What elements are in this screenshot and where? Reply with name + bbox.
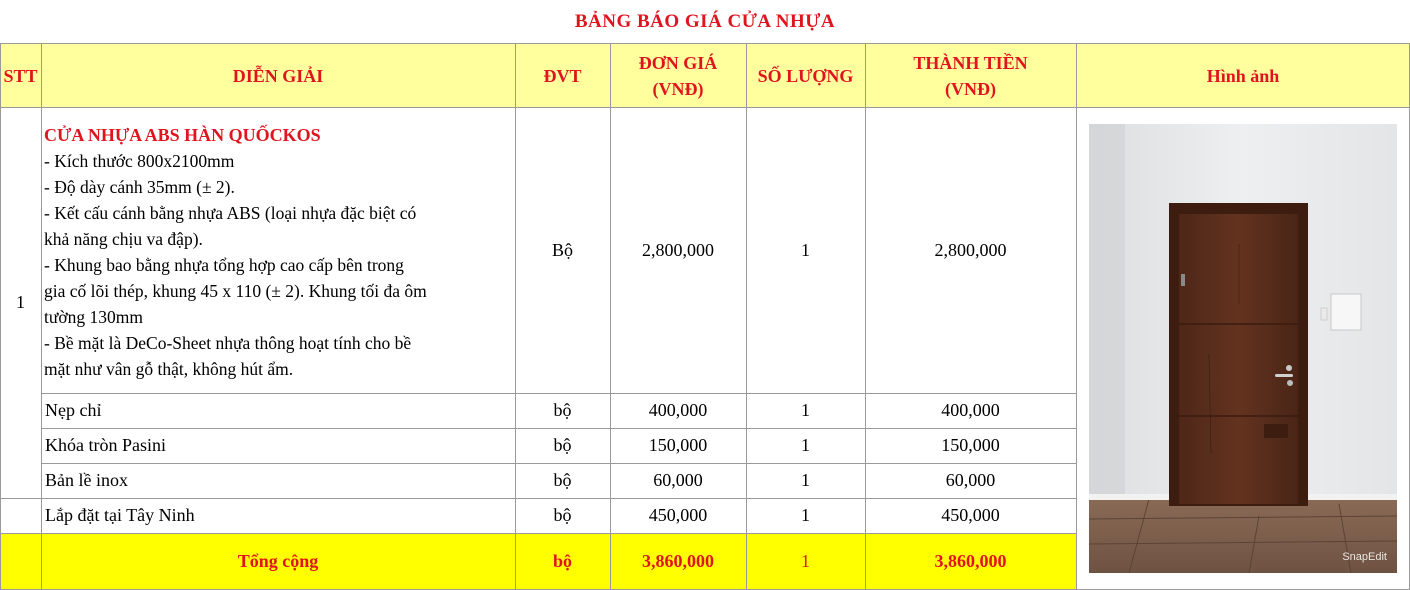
total-unit: bộ (552, 551, 572, 571)
header-unit-label: ĐVT (543, 65, 582, 86)
header-amount-label: THÀNH TIỀN (913, 52, 1028, 73)
header-qty (746, 44, 865, 107)
header-amount (865, 44, 1076, 107)
desc-line: - Kích thước 800x2100mm (44, 151, 235, 171)
header-price-label: ĐƠN GIÁ (638, 52, 718, 73)
desc-line: mặt như vân gỗ thật, không hút ẩm. (44, 359, 294, 379)
grid-line (0, 498, 1076, 499)
header-image (1076, 44, 1410, 107)
item-qty: 1 (801, 400, 810, 420)
grid-line (0, 43, 1, 590)
grid-line (41, 428, 1076, 429)
main-item-name: CỬA NHỰA ABS HÀN QUỐCKOS (44, 125, 321, 145)
item-desc: Khóa tròn Pasini (45, 435, 166, 455)
item-qty: 1 (801, 505, 810, 525)
door-photo (1089, 124, 1397, 573)
grid-line (515, 43, 516, 590)
header-image-label: Hình ảnh (1206, 65, 1280, 86)
desc-line: gia cố lõi thép, khung 45 x 110 (± 2). Khung tối đa ôm (44, 281, 427, 301)
main-item-price: 2,800,000 (642, 239, 714, 260)
item-price: 60,000 (653, 470, 703, 490)
grid-line (0, 43, 1410, 44)
desc-line: - Kết cấu cánh bằng nhựa ABS (loại nhựa đặc biệt có (44, 203, 417, 223)
total-qty: 1 (801, 551, 810, 571)
row-stt: 1 (16, 292, 25, 312)
header-unit (515, 44, 610, 107)
item-desc: Nẹp chỉ (45, 400, 102, 420)
grid-line (1076, 43, 1077, 590)
total-label-cell (41, 533, 515, 590)
item-unit: bộ (553, 470, 572, 490)
total-amount-cell (865, 533, 1076, 590)
item-amount: 400,000 (941, 400, 1000, 420)
header-stt-label: STT (3, 65, 38, 86)
header-amount-unit: (VNĐ) (945, 78, 996, 99)
desc-line: - Độ dày cánh 35mm (± 2). (44, 177, 235, 197)
item-desc: Bản lề inox (45, 470, 128, 490)
grid-line (610, 43, 611, 590)
grid-line (41, 463, 1076, 464)
main-item-qty: 1 (801, 239, 810, 260)
header-desc-label: DIỄN GIẢI (232, 65, 324, 86)
item-price: 450,000 (648, 505, 708, 525)
total-unit-cell (515, 533, 610, 590)
grid-line (41, 43, 42, 590)
item-amount: 150,000 (941, 435, 1000, 455)
desc-line: khả năng chịu va đập). (44, 229, 203, 249)
grid-line (746, 43, 747, 590)
photo-watermark: SnapEdit (1342, 551, 1387, 563)
item-unit: bộ (553, 400, 572, 420)
item-amount: 60,000 (945, 470, 996, 490)
main-item-unit: Bộ (551, 239, 573, 260)
main-item-amount: 2,800,000 (934, 239, 1007, 260)
total-price-cell (610, 533, 746, 590)
item-amount: 450,000 (941, 505, 1000, 525)
header-qty-label: SỐ LƯỢNG (757, 65, 854, 86)
grid-line (0, 107, 1410, 108)
total-price: 3,860,000 (642, 551, 714, 571)
main-item-description (44, 122, 514, 382)
item-unit: bộ (553, 435, 572, 455)
grid-line (865, 43, 866, 590)
item-desc: Lắp đặt tại Tây Ninh (45, 505, 195, 525)
item-qty: 1 (801, 470, 810, 490)
grid-line (0, 533, 1076, 534)
desc-line: - Khung bao bằng nhựa tổng hợp cao cấp bên trong (44, 255, 404, 275)
item-price: 150,000 (648, 435, 708, 455)
header-price-unit: (VNĐ) (652, 78, 704, 99)
total-amount: 3,860,000 (934, 551, 1007, 571)
item-unit: bộ (553, 505, 572, 525)
item-qty: 1 (801, 435, 810, 455)
item-price: 400,000 (648, 400, 708, 420)
header-price (610, 44, 746, 107)
header-stt (0, 44, 41, 107)
header-desc (41, 44, 515, 107)
total-qty-cell (746, 533, 865, 590)
total-label: Tổng cộng (237, 551, 319, 571)
page-title: BẢNG BÁO GIÁ CỬA NHỰA (574, 11, 836, 32)
grid-line (41, 393, 1076, 394)
desc-line: - Bề mặt là DeCo-Sheet nhựa thông hoạt tính cho bề (44, 333, 412, 353)
desc-line: tường 130mm (44, 307, 143, 327)
